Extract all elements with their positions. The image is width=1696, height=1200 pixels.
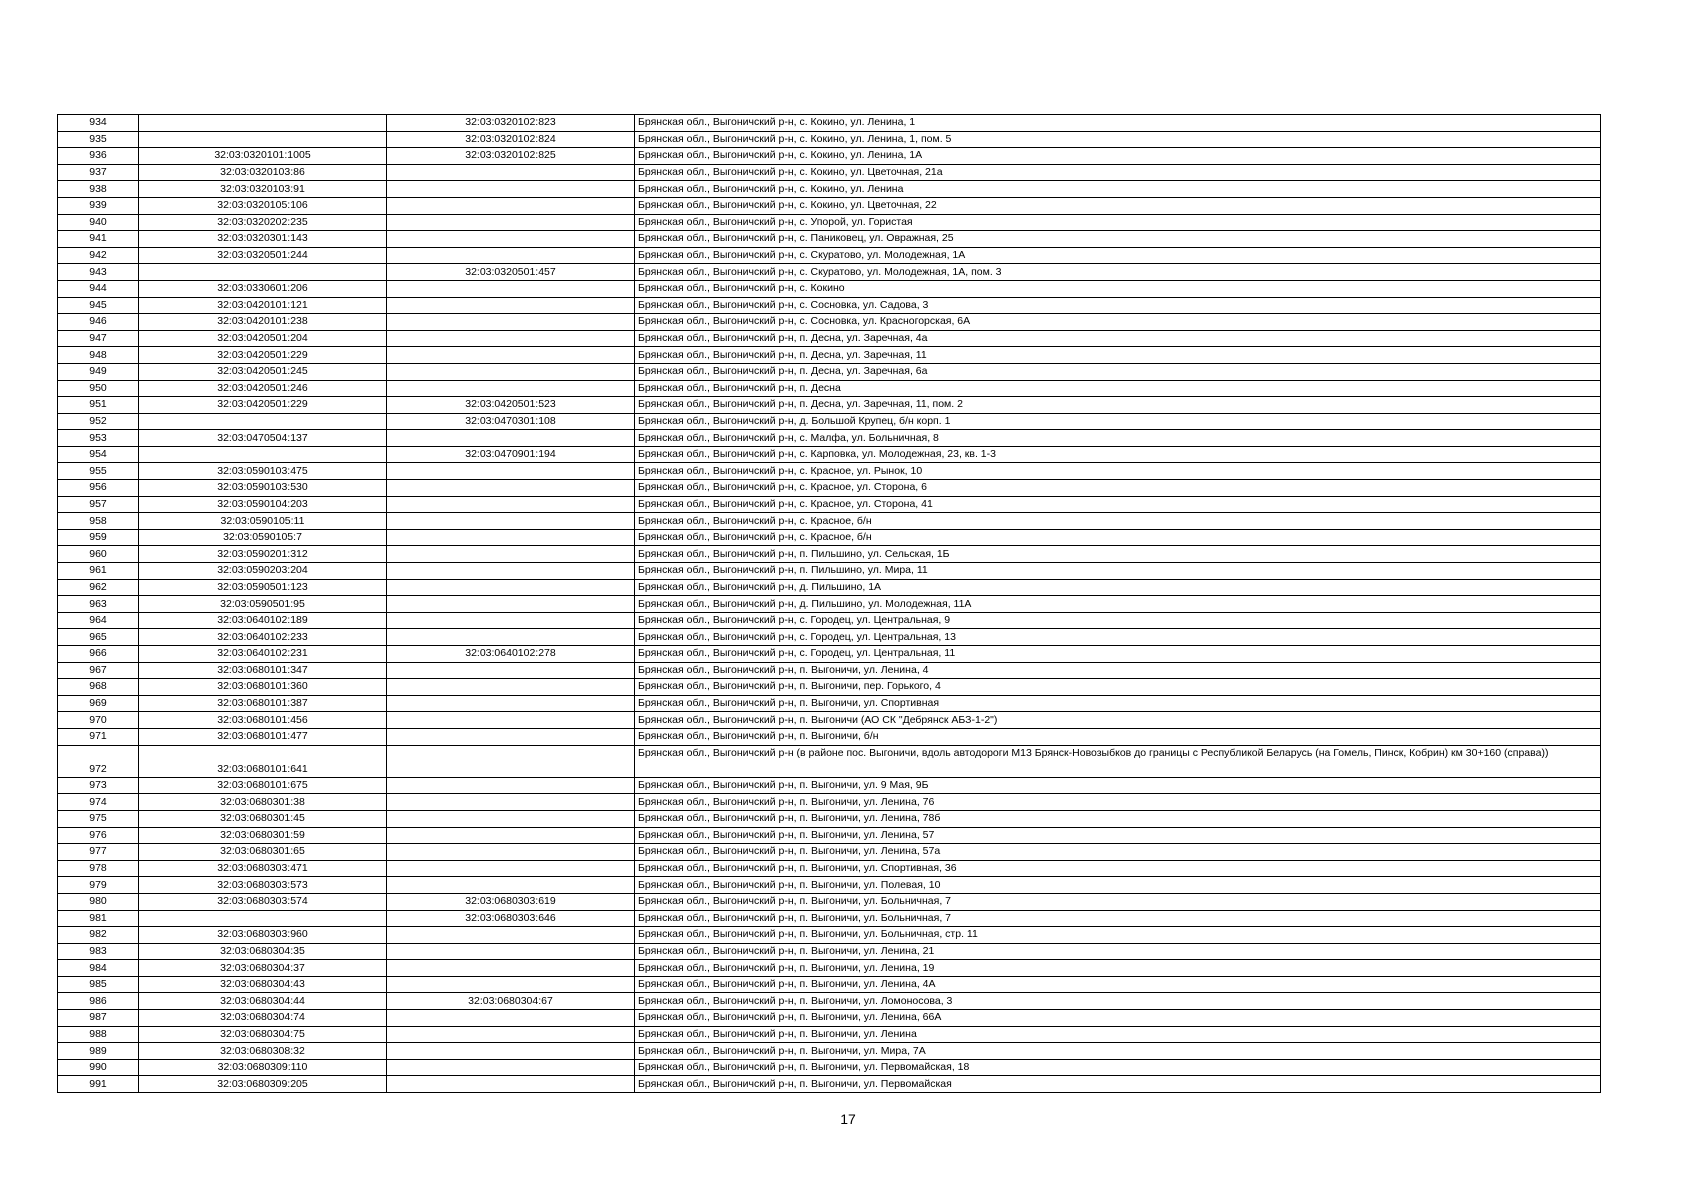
- address-cell: Брянская обл., Выгоничский р-н, с. Кокино, ул. Ленина, 1, пом. 5: [635, 131, 1601, 148]
- table-row: [58, 131, 1601, 148]
- land-cadastral-number-cell: 32:03:0590501:123: [139, 579, 387, 596]
- land-cadastral-number-cell: 32:03:0420101:238: [139, 314, 387, 331]
- table-row: [58, 496, 1601, 513]
- address-cell: Брянская обл., Выгоничский р-н, п. Выгоничи, б/н: [635, 728, 1601, 745]
- premises-cadastral-number-cell: [387, 463, 635, 480]
- land-cadastral-number-cell: [139, 264, 387, 281]
- land-cadastral-number-cell: 32:03:0420501:229: [139, 347, 387, 364]
- land-cadastral-number-cell: 32:03:0590104:203: [139, 496, 387, 513]
- row-number-cell: 965: [58, 629, 139, 646]
- premises-cadastral-number-cell: [387, 214, 635, 231]
- row-number-cell: 969: [58, 695, 139, 712]
- row-number-cell: 962: [58, 579, 139, 596]
- table-row: [58, 380, 1601, 397]
- row-number-cell: 982: [58, 927, 139, 944]
- row-number-cell: 966: [58, 646, 139, 663]
- land-cadastral-number-cell: 32:03:0680303:573: [139, 877, 387, 894]
- row-number-cell: 938: [58, 181, 139, 198]
- table-row: [58, 844, 1601, 861]
- table-row: [58, 695, 1601, 712]
- address-cell: Брянская обл., Выгоничский р-н, п. Выгоничи, ул. Ленина: [635, 1026, 1601, 1043]
- premises-cadastral-number-cell: [387, 679, 635, 696]
- table-row: [58, 214, 1601, 231]
- row-number-cell: 968: [58, 679, 139, 696]
- premises-cadastral-number-cell: [387, 827, 635, 844]
- row-number-cell: 940: [58, 214, 139, 231]
- land-cadastral-number-cell: 32:03:0680303:960: [139, 927, 387, 944]
- address-cell: Брянская обл., Выгоничский р-н, с. Красное, ул. Сторона, 6: [635, 480, 1601, 497]
- land-cadastral-number-cell: 32:03:0590203:204: [139, 563, 387, 580]
- table-row: [58, 297, 1601, 314]
- table-row: [58, 1010, 1601, 1027]
- land-cadastral-number-cell: 32:03:0320105:106: [139, 197, 387, 214]
- premises-cadastral-number-cell: [387, 596, 635, 613]
- premises-cadastral-number-cell: 32:03:0640102:278: [387, 646, 635, 663]
- row-number-cell: 975: [58, 810, 139, 827]
- address-cell: Брянская обл., Выгоничский р-н, с. Малфа, ул. Больничная, 8: [635, 430, 1601, 447]
- row-number-cell: 985: [58, 976, 139, 993]
- premises-cadastral-number-cell: [387, 1026, 635, 1043]
- land-cadastral-number-cell: 32:03:0320501:244: [139, 247, 387, 264]
- row-number-cell: 963: [58, 596, 139, 613]
- row-number-cell: 945: [58, 297, 139, 314]
- row-number-cell: 960: [58, 546, 139, 563]
- address-cell: Брянская обл., Выгоничский р-н, п. Выгоничи, ул. Спортивная: [635, 695, 1601, 712]
- row-number-cell: 954: [58, 446, 139, 463]
- land-cadastral-number-cell: 32:03:0680301:45: [139, 810, 387, 827]
- address-cell: Брянская обл., Выгоничский р-н, с. Паниковец, ул. Овражная, 25: [635, 231, 1601, 248]
- row-number-cell: 989: [58, 1043, 139, 1060]
- row-number-cell: 977: [58, 844, 139, 861]
- row-number-cell: 984: [58, 960, 139, 977]
- row-number-cell: 974: [58, 794, 139, 811]
- row-number-cell: 972: [58, 745, 139, 777]
- premises-cadastral-number-cell: [387, 860, 635, 877]
- land-cadastral-number-cell: 32:03:0680101:360: [139, 679, 387, 696]
- table-row: [58, 943, 1601, 960]
- row-number-cell: 946: [58, 314, 139, 331]
- premises-cadastral-number-cell: [387, 976, 635, 993]
- land-cadastral-number-cell: 32:03:0590201:312: [139, 546, 387, 563]
- premises-cadastral-number-cell: [387, 960, 635, 977]
- premises-cadastral-number-cell: [387, 794, 635, 811]
- land-cadastral-number-cell: 32:03:0680304:35: [139, 943, 387, 960]
- land-cadastral-number-cell: 32:03:0680309:110: [139, 1059, 387, 1076]
- premises-cadastral-number-cell: 32:03:0680304:67: [387, 993, 635, 1010]
- address-cell: Брянская обл., Выгоничский р-н, п. Выгоничи, ул. Мира, 7А: [635, 1043, 1601, 1060]
- premises-cadastral-number-cell: 32:03:0420501:523: [387, 397, 635, 414]
- row-number-cell: 964: [58, 612, 139, 629]
- row-number-cell: 978: [58, 860, 139, 877]
- land-cadastral-number-cell: 32:03:0320103:86: [139, 164, 387, 181]
- address-cell: Брянская обл., Выгоничский р-н, п. Выгоничи, ул. Ленина, 19: [635, 960, 1601, 977]
- table-row: [58, 413, 1601, 430]
- premises-cadastral-number-cell: [387, 563, 635, 580]
- table-row: [58, 745, 1601, 777]
- row-number-cell: 953: [58, 430, 139, 447]
- row-number-cell: 990: [58, 1059, 139, 1076]
- address-cell: Брянская обл., Выгоничский р-н, п. Выгоничи, ул. Спортивная, 36: [635, 860, 1601, 877]
- land-cadastral-number-cell: 32:03:0680101:456: [139, 712, 387, 729]
- land-cadastral-number-cell: 32:03:0330601:206: [139, 280, 387, 297]
- table-row: [58, 596, 1601, 613]
- table-row: [58, 164, 1601, 181]
- address-cell: Брянская обл., Выгоничский р-н, п. Выгоничи (АО СК "Дебрянск АБЗ-1-2"): [635, 712, 1601, 729]
- row-number-cell: 947: [58, 330, 139, 347]
- land-cadastral-number-cell: [139, 115, 387, 132]
- property-table: [57, 114, 1601, 1093]
- table-row: [58, 148, 1601, 165]
- premises-cadastral-number-cell: [387, 430, 635, 447]
- address-cell: Брянская обл., Выгоничский р-н, п. Выгоничи, ул. Больничная, стр. 11: [635, 927, 1601, 944]
- row-number-cell: 970: [58, 712, 139, 729]
- address-cell: Брянская обл., Выгоничский р-н, с. Красное, б/н: [635, 513, 1601, 530]
- address-cell: Брянская обл., Выгоничский р-н, п. Выгоничи, пер. Горького, 4: [635, 679, 1601, 696]
- address-cell: Брянская обл., Выгоничский р-н, с. Красное, б/н: [635, 529, 1601, 546]
- address-cell: Брянская обл., Выгоничский р-н, п. Выгоничи, ул. Больничная, 7: [635, 893, 1601, 910]
- address-cell: Брянская обл., Выгоничский р-н, п. Выгоничи, ул. Ленина, 4: [635, 662, 1601, 679]
- land-cadastral-number-cell: 32:03:0680304:44: [139, 993, 387, 1010]
- premises-cadastral-number-cell: [387, 164, 635, 181]
- land-cadastral-number-cell: 32:03:0680303:574: [139, 893, 387, 910]
- address-cell: Брянская обл., Выгоничский р-н, п. Десна, ул. Заречная, 11, пом. 2: [635, 397, 1601, 414]
- table-row: [58, 546, 1601, 563]
- address-cell: Брянская обл., Выгоничский р-н, с. Кокино, ул. Ленина, 1: [635, 115, 1601, 132]
- table-row: [58, 231, 1601, 248]
- land-cadastral-number-cell: 32:03:0680304:37: [139, 960, 387, 977]
- address-cell: Брянская обл., Выгоничский р-н, п. Десна, ул. Заречная, 6а: [635, 363, 1601, 380]
- address-cell: Брянская обл., Выгоничский р-н, с. Красное, ул. Сторона, 41: [635, 496, 1601, 513]
- row-number-cell: 943: [58, 264, 139, 281]
- page-number: 17: [840, 1111, 856, 1127]
- row-number-cell: 944: [58, 280, 139, 297]
- row-number-cell: 939: [58, 197, 139, 214]
- row-number-cell: 986: [58, 993, 139, 1010]
- premises-cadastral-number-cell: [387, 629, 635, 646]
- table-row: [58, 976, 1601, 993]
- address-cell: Брянская обл., Выгоничский р-н, с. Кокино, ул. Цветочная, 21а: [635, 164, 1601, 181]
- premises-cadastral-number-cell: [387, 330, 635, 347]
- row-number-cell: 988: [58, 1026, 139, 1043]
- row-number-cell: 952: [58, 413, 139, 430]
- land-cadastral-number-cell: 32:03:0680101:641: [139, 745, 387, 777]
- row-number-cell: 991: [58, 1076, 139, 1093]
- land-cadastral-number-cell: 32:03:0590103:475: [139, 463, 387, 480]
- table-row: [58, 712, 1601, 729]
- row-number-cell: 935: [58, 131, 139, 148]
- row-number-cell: 973: [58, 777, 139, 794]
- table-row: [58, 115, 1601, 132]
- table-row: [58, 480, 1601, 497]
- address-cell: Брянская обл., Выгоничский р-н, с. Городец, ул. Центральная, 11: [635, 646, 1601, 663]
- address-cell: Брянская обл., Выгоничский р-н, п. Десна: [635, 380, 1601, 397]
- premises-cadastral-number-cell: [387, 197, 635, 214]
- table-row: [58, 181, 1601, 198]
- table-row: [58, 563, 1601, 580]
- land-cadastral-number-cell: 32:03:0680301:38: [139, 794, 387, 811]
- row-number-cell: 951: [58, 397, 139, 414]
- row-number-cell: 979: [58, 877, 139, 894]
- premises-cadastral-number-cell: [387, 247, 635, 264]
- premises-cadastral-number-cell: 32:03:0320501:457: [387, 264, 635, 281]
- table-row: [58, 810, 1601, 827]
- table-row: [58, 993, 1601, 1010]
- premises-cadastral-number-cell: [387, 745, 635, 777]
- table-row: [58, 910, 1601, 927]
- land-cadastral-number-cell: 32:03:0680101:675: [139, 777, 387, 794]
- address-cell: Брянская обл., Выгоничский р-н, п. Выгоничи, ул. Ленина, 57: [635, 827, 1601, 844]
- land-cadastral-number-cell: 32:03:0320101:1005: [139, 148, 387, 165]
- address-cell: Брянская обл., Выгоничский р-н, с. Кокино: [635, 280, 1601, 297]
- address-cell: Брянская обл., Выгоничский р-н, п. Десна, ул. Заречная, 4а: [635, 330, 1601, 347]
- table-row: [58, 347, 1601, 364]
- property-table-body: [58, 115, 1601, 1093]
- premises-cadastral-number-cell: 32:03:0320102:825: [387, 148, 635, 165]
- table-row: [58, 330, 1601, 347]
- address-cell: Брянская обл., Выгоничский р-н, п. Десна, ул. Заречная, 11: [635, 347, 1601, 364]
- row-number-cell: 987: [58, 1010, 139, 1027]
- table-row: [58, 860, 1601, 877]
- premises-cadastral-number-cell: 32:03:0680303:646: [387, 910, 635, 927]
- address-cell: Брянская обл., Выгоничский р-н, п. Выгоничи, ул. 9 Мая, 9Б: [635, 777, 1601, 794]
- row-number-cell: 981: [58, 910, 139, 927]
- table-row: [58, 629, 1601, 646]
- land-cadastral-number-cell: 32:03:0680301:59: [139, 827, 387, 844]
- premises-cadastral-number-cell: 32:03:0680303:619: [387, 893, 635, 910]
- address-cell: Брянская обл., Выгоничский р-н, с. Упорой, ул. Гористая: [635, 214, 1601, 231]
- row-number-cell: 961: [58, 563, 139, 580]
- land-cadastral-number-cell: [139, 910, 387, 927]
- land-cadastral-number-cell: 32:03:0420101:121: [139, 297, 387, 314]
- address-cell: Брянская обл., Выгоничский р-н, с. Скуратово, ул. Молодежная, 1А, пом. 3: [635, 264, 1601, 281]
- premises-cadastral-number-cell: [387, 480, 635, 497]
- land-cadastral-number-cell: [139, 131, 387, 148]
- land-cadastral-number-cell: 32:03:0680303:471: [139, 860, 387, 877]
- address-cell: Брянская обл., Выгоничский р-н, п. Выгоничи, ул. Полевая, 10: [635, 877, 1601, 894]
- row-number-cell: 934: [58, 115, 139, 132]
- land-cadastral-number-cell: 32:03:0680309:205: [139, 1076, 387, 1093]
- land-cadastral-number-cell: 32:03:0680304:75: [139, 1026, 387, 1043]
- row-number-cell: 955: [58, 463, 139, 480]
- premises-cadastral-number-cell: [387, 712, 635, 729]
- premises-cadastral-number-cell: [387, 777, 635, 794]
- premises-cadastral-number-cell: [387, 513, 635, 530]
- table-row: [58, 777, 1601, 794]
- address-cell: Брянская обл., Выгоничский р-н, с. Городец, ул. Центральная, 9: [635, 612, 1601, 629]
- premises-cadastral-number-cell: [387, 546, 635, 563]
- row-number-cell: 942: [58, 247, 139, 264]
- table-row: [58, 646, 1601, 663]
- address-cell: Брянская обл., Выгоничский р-н (в районе пос. Выгоничи, вдоль автодороги М13 Брянск-Новозыбков до границы с Республикой Беларусь (на Гомель, Пинск, Кобрин) км 30+160 (справа)): [635, 745, 1601, 777]
- address-cell: Брянская обл., Выгоничский р-н, с. Сосновка, ул. Садова, 3: [635, 297, 1601, 314]
- land-cadastral-number-cell: 32:03:0590105:7: [139, 529, 387, 546]
- land-cadastral-number-cell: 32:03:0320202:235: [139, 214, 387, 231]
- table-row: [58, 679, 1601, 696]
- land-cadastral-number-cell: [139, 446, 387, 463]
- premises-cadastral-number-cell: [387, 231, 635, 248]
- address-cell: Брянская обл., Выгоничский р-н, п. Выгоничи, ул. Первомайская: [635, 1076, 1601, 1093]
- address-cell: Брянская обл., Выгоничский р-н, д. Пильшино, 1А: [635, 579, 1601, 596]
- land-cadastral-number-cell: 32:03:0680101:347: [139, 662, 387, 679]
- land-cadastral-number-cell: 32:03:0680304:74: [139, 1010, 387, 1027]
- table-row: [58, 612, 1601, 629]
- table-row: [58, 463, 1601, 480]
- premises-cadastral-number-cell: 32:03:0320102:823: [387, 115, 635, 132]
- row-number-cell: 967: [58, 662, 139, 679]
- land-cadastral-number-cell: 32:03:0680304:43: [139, 976, 387, 993]
- row-number-cell: 980: [58, 893, 139, 910]
- premises-cadastral-number-cell: [387, 877, 635, 894]
- table-row: [58, 280, 1601, 297]
- premises-cadastral-number-cell: [387, 612, 635, 629]
- row-number-cell: 959: [58, 529, 139, 546]
- premises-cadastral-number-cell: 32:03:0470901:194: [387, 446, 635, 463]
- address-cell: Брянская обл., Выгоничский р-н, с. Карповка, ул. Молодежная, 23, кв. 1-3: [635, 446, 1601, 463]
- land-cadastral-number-cell: 32:03:0320301:143: [139, 231, 387, 248]
- premises-cadastral-number-cell: [387, 943, 635, 960]
- land-cadastral-number-cell: 32:03:0320103:91: [139, 181, 387, 198]
- land-cadastral-number-cell: 32:03:0420501:204: [139, 330, 387, 347]
- table-row: [58, 927, 1601, 944]
- table-row: [58, 513, 1601, 530]
- land-cadastral-number-cell: 32:03:0680101:387: [139, 695, 387, 712]
- address-cell: Брянская обл., Выгоничский р-н, п. Пильшино, ул. Сельская, 1Б: [635, 546, 1601, 563]
- table-row: [58, 728, 1601, 745]
- address-cell: Брянская обл., Выгоничский р-н, п. Выгоничи, ул. Больничная, 7: [635, 910, 1601, 927]
- premises-cadastral-number-cell: [387, 728, 635, 745]
- address-cell: Брянская обл., Выгоничский р-н, с. Сосновка, ул. Красногорская, 6А: [635, 314, 1601, 331]
- address-cell: Брянская обл., Выгоничский р-н, с. Скуратово, ул. Молодежная, 1А: [635, 247, 1601, 264]
- table-row: [58, 1059, 1601, 1076]
- land-cadastral-number-cell: 32:03:0680301:65: [139, 844, 387, 861]
- land-cadastral-number-cell: 32:03:0420501:245: [139, 363, 387, 380]
- land-cadastral-number-cell: 32:03:0590105:11: [139, 513, 387, 530]
- address-cell: Брянская обл., Выгоничский р-н, с. Городец, ул. Центральная, 13: [635, 629, 1601, 646]
- address-cell: Брянская обл., Выгоничский р-н, с. Кокино, ул. Цветочная, 22: [635, 197, 1601, 214]
- premises-cadastral-number-cell: [387, 280, 635, 297]
- premises-cadastral-number-cell: [387, 363, 635, 380]
- table-row: [58, 446, 1601, 463]
- address-cell: Брянская обл., Выгоничский р-н, п. Выгоничи, ул. Ленина, 21: [635, 943, 1601, 960]
- table-row: [58, 827, 1601, 844]
- table-row: [58, 1043, 1601, 1060]
- row-number-cell: 950: [58, 380, 139, 397]
- address-cell: Брянская обл., Выгоничский р-н, п. Выгоничи, ул. Ленина, 76: [635, 794, 1601, 811]
- address-cell: Брянская обл., Выгоничский р-н, п. Выгоничи, ул. Первомайская, 18: [635, 1059, 1601, 1076]
- table-row: [58, 1076, 1601, 1093]
- premises-cadastral-number-cell: [387, 579, 635, 596]
- address-cell: Брянская обл., Выгоничский р-н, п. Выгоничи, ул. Ленина, 78б: [635, 810, 1601, 827]
- premises-cadastral-number-cell: [387, 297, 635, 314]
- table-row: [58, 662, 1601, 679]
- table-row: [58, 247, 1601, 264]
- land-cadastral-number-cell: 32:03:0640102:189: [139, 612, 387, 629]
- table-row: [58, 314, 1601, 331]
- premises-cadastral-number-cell: [387, 662, 635, 679]
- address-cell: Брянская обл., Выгоничский р-н, п. Выгоничи, ул. Ленина, 4А: [635, 976, 1601, 993]
- table-row: [58, 529, 1601, 546]
- land-cadastral-number-cell: [139, 413, 387, 430]
- land-cadastral-number-cell: 32:03:0590501:95: [139, 596, 387, 613]
- row-number-cell: 936: [58, 148, 139, 165]
- premises-cadastral-number-cell: [387, 181, 635, 198]
- land-cadastral-number-cell: 32:03:0680101:477: [139, 728, 387, 745]
- premises-cadastral-number-cell: [387, 529, 635, 546]
- row-number-cell: 956: [58, 480, 139, 497]
- row-number-cell: 957: [58, 496, 139, 513]
- row-number-cell: 941: [58, 231, 139, 248]
- address-cell: Брянская обл., Выгоничский р-н, д. Большой Крупец, б/н корп. 1: [635, 413, 1601, 430]
- premises-cadastral-number-cell: [387, 314, 635, 331]
- row-number-cell: 958: [58, 513, 139, 530]
- premises-cadastral-number-cell: 32:03:0320102:824: [387, 131, 635, 148]
- premises-cadastral-number-cell: [387, 844, 635, 861]
- premises-cadastral-number-cell: [387, 695, 635, 712]
- table-row: [58, 877, 1601, 894]
- row-number-cell: 949: [58, 363, 139, 380]
- table-row: [58, 397, 1601, 414]
- premises-cadastral-number-cell: [387, 1010, 635, 1027]
- table-row: [58, 579, 1601, 596]
- land-cadastral-number-cell: 32:03:0470504:137: [139, 430, 387, 447]
- table-row: [58, 430, 1601, 447]
- address-cell: Брянская обл., Выгоничский р-н, с. Кокино, ул. Ленина: [635, 181, 1601, 198]
- land-cadastral-number-cell: 32:03:0680308:32: [139, 1043, 387, 1060]
- land-cadastral-number-cell: 32:03:0420501:229: [139, 397, 387, 414]
- row-number-cell: 976: [58, 827, 139, 844]
- land-cadastral-number-cell: 32:03:0640102:233: [139, 629, 387, 646]
- premises-cadastral-number-cell: [387, 1043, 635, 1060]
- premises-cadastral-number-cell: [387, 1076, 635, 1093]
- table-row: [58, 960, 1601, 977]
- row-number-cell: 971: [58, 728, 139, 745]
- table-row: [58, 197, 1601, 214]
- premises-cadastral-number-cell: [387, 347, 635, 364]
- address-cell: Брянская обл., Выгоничский р-н, п. Выгоничи, ул. Ленина, 57а: [635, 844, 1601, 861]
- premises-cadastral-number-cell: [387, 496, 635, 513]
- address-cell: Брянская обл., Выгоничский р-н, с. Кокино, ул. Ленина, 1А: [635, 148, 1601, 165]
- table-row: [58, 893, 1601, 910]
- premises-cadastral-number-cell: [387, 927, 635, 944]
- land-cadastral-number-cell: 32:03:0590103:530: [139, 480, 387, 497]
- premises-cadastral-number-cell: [387, 380, 635, 397]
- row-number-cell: 937: [58, 164, 139, 181]
- address-cell: Брянская обл., Выгоничский р-н, п. Выгоничи, ул. Ломоносова, 3: [635, 993, 1601, 1010]
- premises-cadastral-number-cell: [387, 810, 635, 827]
- address-cell: Брянская обл., Выгоничский р-н, п. Выгоничи, ул. Ленина, 66А: [635, 1010, 1601, 1027]
- premises-cadastral-number-cell: [387, 1059, 635, 1076]
- land-cadastral-number-cell: 32:03:0640102:231: [139, 646, 387, 663]
- table-row: [58, 794, 1601, 811]
- table-row: [58, 264, 1601, 281]
- premises-cadastral-number-cell: 32:03:0470301:108: [387, 413, 635, 430]
- row-number-cell: 948: [58, 347, 139, 364]
- table-row: [58, 363, 1601, 380]
- table-row: [58, 1026, 1601, 1043]
- address-cell: Брянская обл., Выгоничский р-н, п. Пильшино, ул. Мира, 11: [635, 563, 1601, 580]
- row-number-cell: 983: [58, 943, 139, 960]
- land-cadastral-number-cell: 32:03:0420501:246: [139, 380, 387, 397]
- address-cell: Брянская обл., Выгоничский р-н, с. Красное, ул. Рынок, 10: [635, 463, 1601, 480]
- address-cell: Брянская обл., Выгоничский р-н, д. Пильшино, ул. Молодежная, 11А: [635, 596, 1601, 613]
